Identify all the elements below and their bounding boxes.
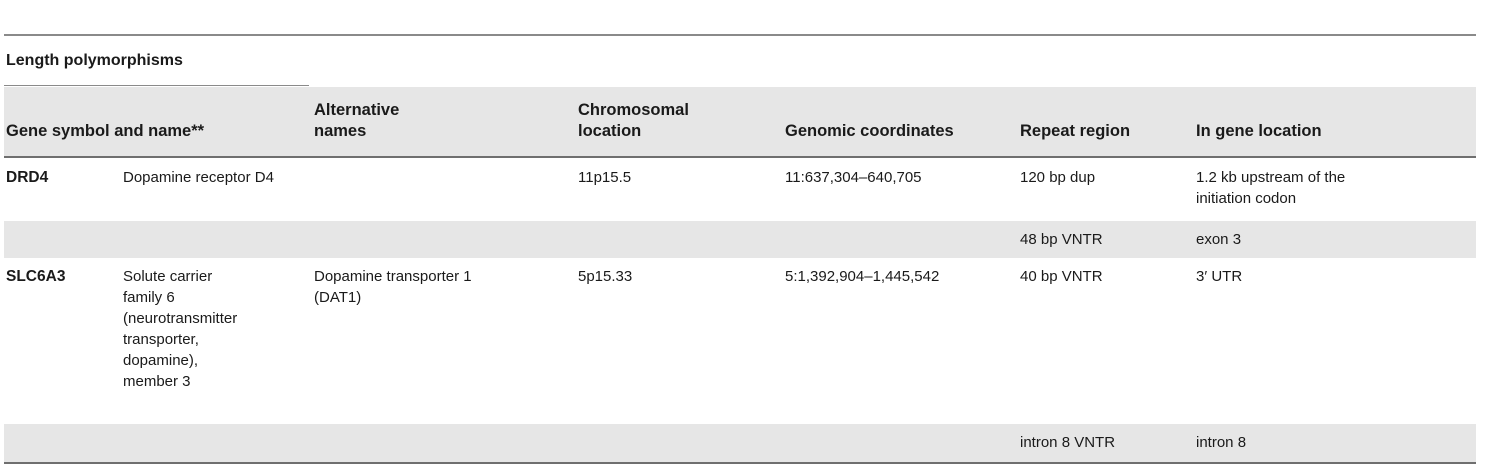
- table-header-rule: [4, 156, 1476, 158]
- alternative-names: Dopamine transporter 1 (DAT1): [314, 268, 472, 306]
- in-gene-location: exon 3: [1196, 231, 1242, 248]
- row-band: [4, 424, 1476, 462]
- header-genomic-coordinates: Genomic coordinates: [785, 122, 954, 140]
- header-chromosomal-location: Chromosomal location: [578, 101, 689, 140]
- repeat-region: 48 bp VNTR: [1020, 231, 1103, 248]
- row-band: [4, 221, 1476, 258]
- gene-symbol: DRD4: [6, 169, 49, 186]
- repeat-region: intron 8 VNTR: [1020, 434, 1116, 451]
- gene-name: Dopamine receptor D4: [123, 169, 274, 186]
- in-gene-location: intron 8: [1196, 434, 1247, 451]
- table-top-rule: [4, 34, 1476, 36]
- header-in-gene-location: In gene location: [1196, 122, 1322, 140]
- in-gene-location: 1.2 kb upstream of the initiation codon: [1196, 169, 1346, 207]
- header-gene: Gene symbol and name**: [6, 122, 205, 140]
- section-title: Length polymorphisms: [6, 52, 183, 69]
- genomic-coordinates: 5:1,392,904–1,445,542: [785, 268, 940, 285]
- chromosomal-location: 5p15.33: [578, 268, 633, 285]
- in-gene-location: 3′ UTR: [1196, 268, 1243, 285]
- chromosomal-location: 11p15.5: [578, 169, 632, 186]
- repeat-region: 120 bp dup: [1020, 169, 1096, 186]
- section-title-underline: [4, 85, 309, 86]
- header-repeat-region: Repeat region: [1020, 122, 1131, 140]
- gene-symbol: SLC6A3: [6, 268, 66, 285]
- repeat-region: 40 bp VNTR: [1020, 268, 1103, 285]
- genomic-coordinates: 11:637,304–640,705: [785, 169, 922, 186]
- gene-name: Solute carrier family 6 (neurotransmitter transporter, dopamine), member 3: [123, 268, 238, 390]
- header-alternative-names: Alternative names: [314, 101, 400, 140]
- table-bottom-rule: [4, 462, 1476, 464]
